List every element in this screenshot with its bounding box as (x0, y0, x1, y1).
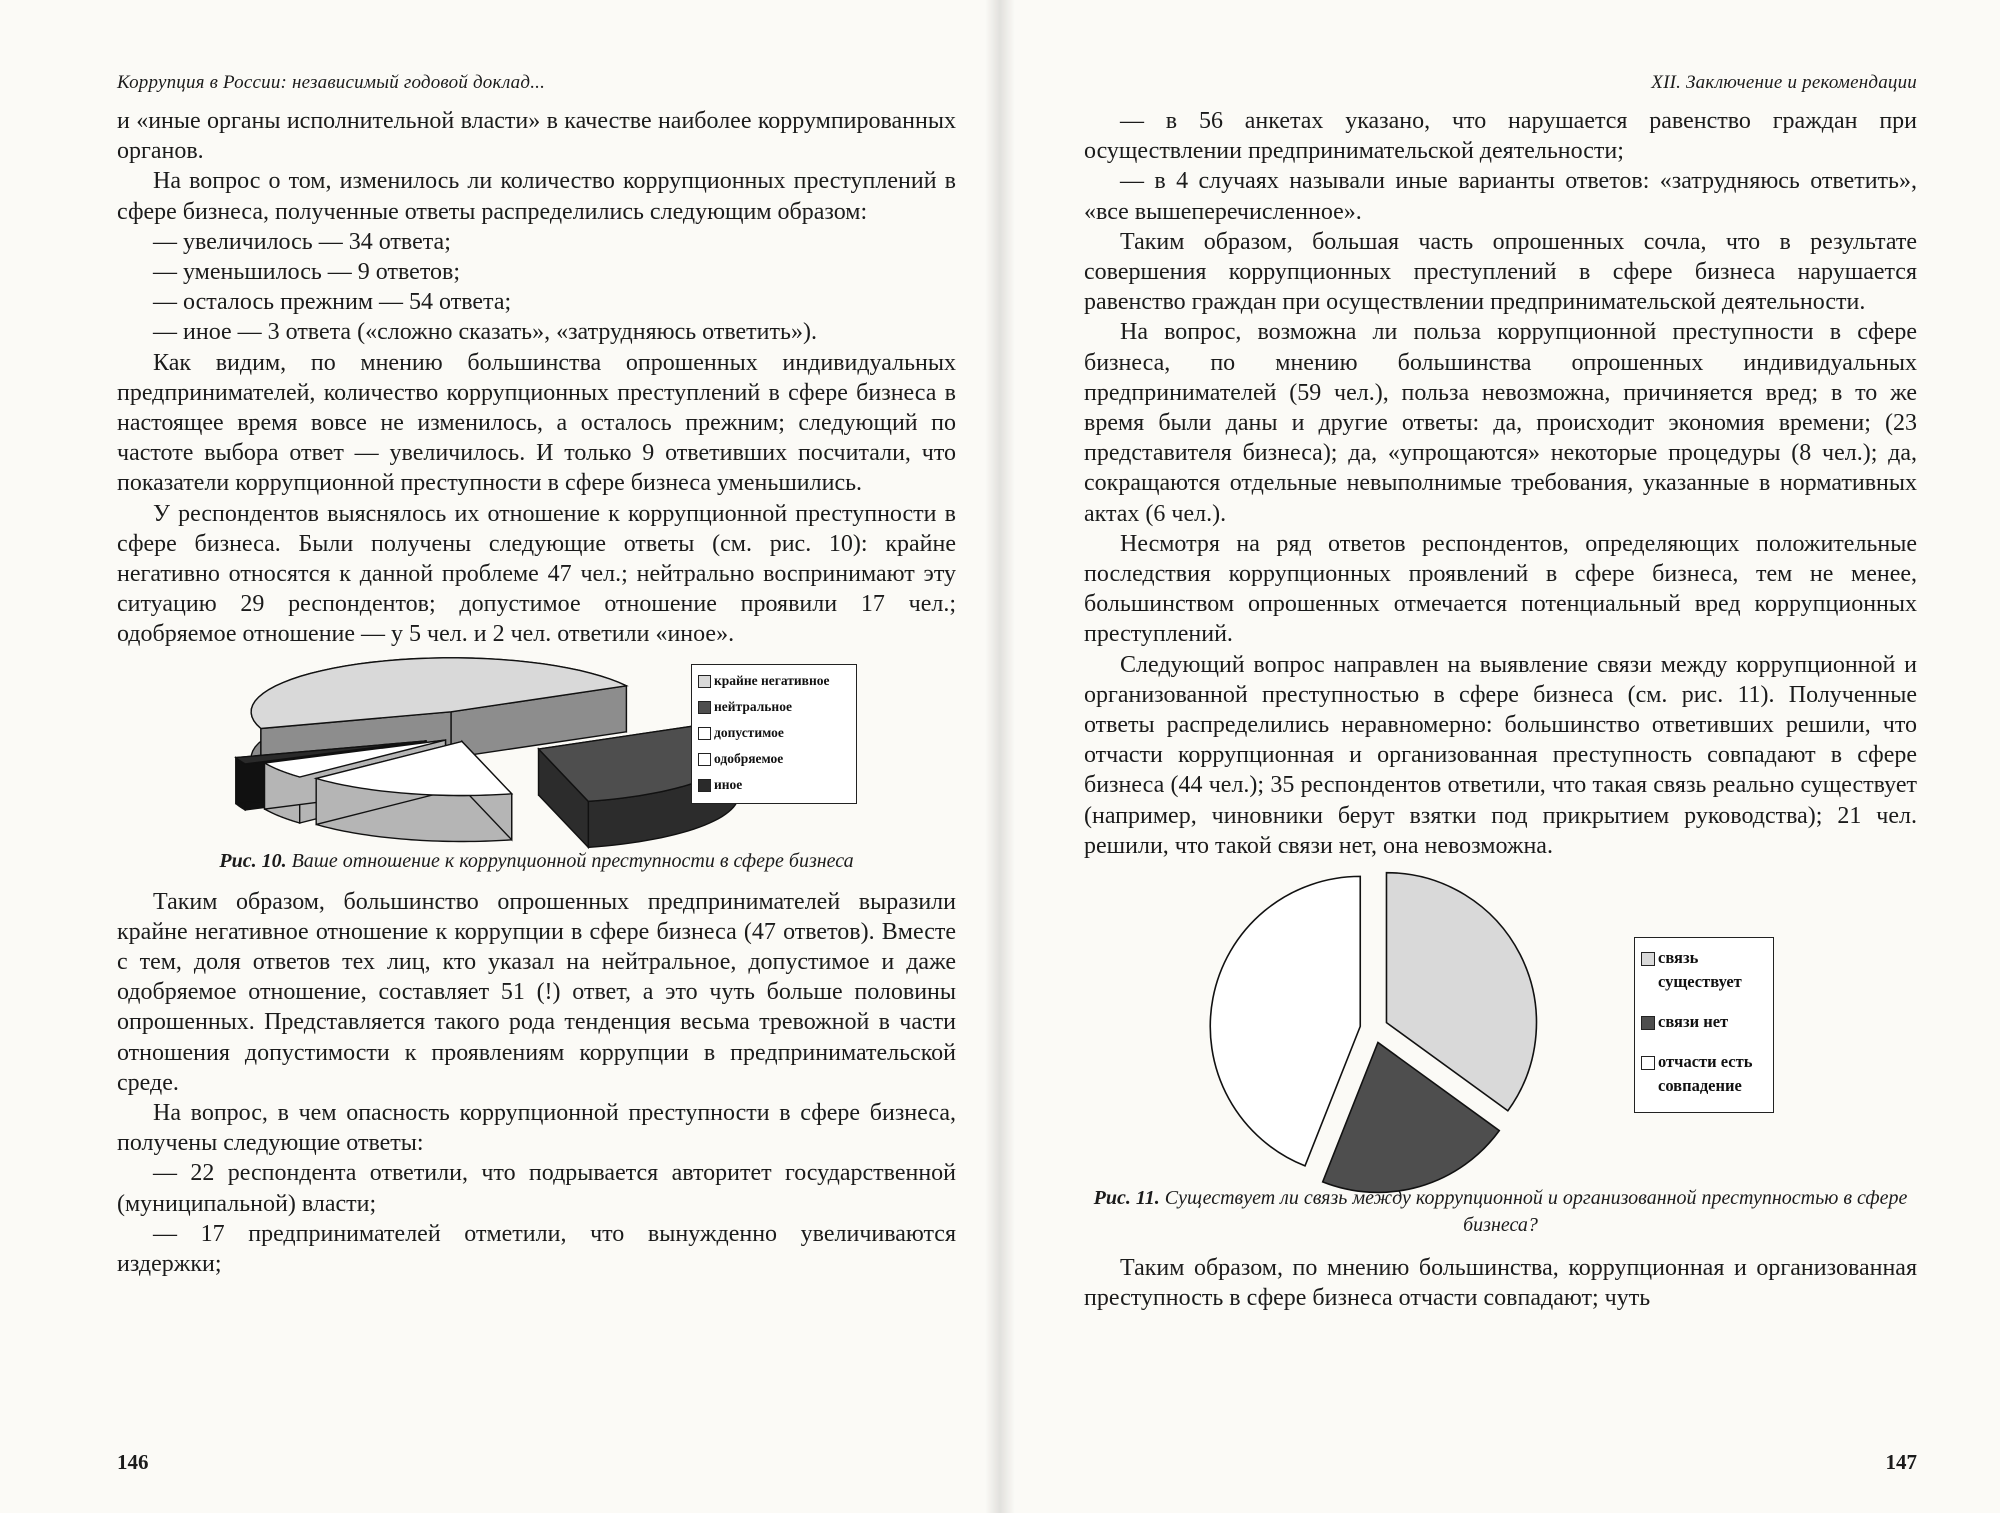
legend-swatch (698, 701, 711, 714)
figure-11 (1084, 861, 1917, 1179)
figure-10-caption-label: Рис. 10. (219, 849, 287, 872)
right-page (1000, 0, 2000, 1513)
right-text-block-1 (1084, 106, 1917, 861)
legend-swatch (1641, 1056, 1655, 1070)
legend-label: крайне негативное (714, 672, 830, 688)
right-text-block-2 (1084, 1253, 1917, 1313)
figure-10 (117, 650, 956, 846)
page-number-right: 147 (1885, 1450, 1917, 1474)
paragraph: Таким образом, большинство опрошенных предпринимателей выразили крайне негативное отношение к коррупции в сфере бизнеса (47 ответов). Вместе с тем, доля ответов тех лиц, кто указал на нейтральное, допустимое и даже одобряемое отношение, составляет 51 (!) ответ, а это чуть больше половины опрошенных. Представляется такого рода тенденция весьма тревожной в части отношения допустимости к проявлениям коррупции в предпринимательской среде. (117, 888, 956, 1096)
legend-item (698, 696, 856, 717)
legend-item (698, 774, 856, 795)
paragraph: — в 56 анкетах указано, что нарушается равенство граждан при осуществлении предпринимательской деятельности; (1084, 108, 1917, 165)
legend-swatch (698, 727, 711, 740)
paragraph: Таким образом, большая часть опрошенных сочла, что в результате совершения коррупционных преступлений в сфере бизнеса нарушается равенство граждан при осуществлении предпринимательской деятельности. (1084, 228, 1917, 316)
figure-11-caption-text: Существует ли связь между коррупционной и организованной преступностью в сфере бизнеса? (1164, 1187, 1908, 1237)
paragraph: Таким образом, по мнению большинства, коррупционная и организованная преступность в сфере бизнеса отчасти совпадают; чуть (1084, 1255, 1917, 1312)
paragraph: — в 4 случаях называли иные варианты ответов: «затрудняюсь ответить», «все вышеперечисленное». (1084, 168, 1917, 225)
legend-item (698, 722, 856, 743)
figure-11-caption (1084, 1185, 1917, 1239)
paragraph: Следующий вопрос направлен на выявление связи между коррупционной и организованной преступностью в сфере бизнеса (см. рис. 11). Полученные ответы распределились неравномерно: большинство ответивших решили, что отчасти коррупционная и организованная преступность совпадают в сфере бизнеса (44 чел.); 35 респондентов ответили, что такая связь реально существует (например, чиновники берут взятки под прикрытием руководства); 21 чел. решили, что такой связи нет, она невозможна. (1084, 651, 1917, 859)
legend-label: допустимое (714, 724, 784, 740)
legend-label: одобряемое (714, 750, 784, 766)
legend-swatch (698, 779, 711, 792)
paragraph: — увеличилось — 34 ответа; (153, 228, 451, 255)
legend-item (1641, 1010, 1769, 1034)
legend-label: нейтральное (714, 698, 792, 714)
legend-swatch (1641, 1016, 1655, 1030)
legend-item (1641, 946, 1769, 994)
legend-label: отчасти есть совпадение (1658, 1052, 1753, 1096)
binding-gutter (985, 0, 1015, 1513)
paragraph: — 17 предпринимателей отметили, что вынужденно увеличиваются издержки; (117, 1220, 956, 1278)
running-head-right: XII. Заключение и рекомендации (1651, 72, 1917, 93)
paragraph: На вопрос, возможна ли польза коррупционной преступности в сфере бизнеса, по мнению большинства опрошенных индивидуальных предпринимателей (59 чел.), польза невозможна, причиняется вред; в то же время были даны и другие ответы: да, происходит экономия времени; (23 представителя бизнеса); да, «упрощаются» некоторые процедуры (8 чел.); да, сокращаются отдельные невыполнимые требования, указанные в нормативных актах (6 чел.). (1084, 319, 1917, 527)
legend-item (1641, 1050, 1769, 1098)
paragraph: На вопрос о том, изменилось ли количество коррупционных преступлений в сфере бизнеса, полученные ответы распределились следующим образом: (117, 168, 956, 225)
paragraph: и «иные органы исполнительной власти» в качестве наиболее коррумпированных органов. (117, 108, 956, 165)
legend-item (698, 748, 856, 769)
legend-item (698, 670, 856, 691)
paragraph: — 22 респондента ответили, что подрывается авторитет государственной (муниципальной) власти; (117, 1160, 956, 1217)
left-text-block-1 (117, 106, 956, 650)
legend-label: иное (714, 776, 743, 792)
chart-11-pie (1214, 861, 1544, 1179)
paragraph: На вопрос, в чем опасность коррупционной преступности в сфере бизнеса, получены следующие ответы: (117, 1100, 956, 1157)
left-text-block-2 (117, 887, 956, 1280)
paragraph: Как видим, по мнению большинства опрошенных индивидуальных предпринимателей, количество коррупционных преступлений в сфере бизнеса в настоящее время вовсе не изменилось, а осталось прежним; следующий по частоте выбора ответ — увеличилось. И только 9 ответивших посчитали, что показатели коррупционной преступности в сфере бизнеса уменьшились. (117, 349, 956, 497)
page-number-left: 146 (117, 1450, 149, 1474)
pie-slice (1210, 876, 1360, 1165)
paragraph: Несмотря на ряд ответов респондентов, определяющих положительные последствия коррупционных проявлений в сфере бизнеса, тем не менее, большинством опрошенных отмечается потенциальный вред коррупционных преступлений. (1084, 530, 1917, 648)
legend-swatch (698, 753, 711, 766)
legend-label: связи нет (1658, 1012, 1729, 1032)
paragraph: — иное — 3 ответа («сложно сказать», «затрудняюсь ответить»). (153, 319, 817, 346)
figure-11-caption-label: Рис. 11. (1093, 1187, 1160, 1210)
legend-swatch (1641, 952, 1655, 966)
paragraph: — уменьшилось — 9 ответов; (153, 259, 460, 286)
running-head-left: Коррупция в России: независимый годовой доклад... (117, 72, 546, 93)
paragraph: У респондентов выяснялось их отношение к коррупционной преступности в сфере бизнеса. Были получены следующие ответы (см. рис. 10): крайне негативно относятся к данной проблеме 47 чел.; нейтрально воспринимают эту ситуацию 29 респондентов; допустимое отношение проявили 17 чел.; одобряемое отношение — у 5 чел. и 2 чел. ответили «иное». (117, 500, 956, 648)
paragraph: — осталось прежним — 54 ответа; (153, 289, 512, 316)
legend-swatch (698, 675, 711, 688)
chart-10-legend (691, 664, 857, 804)
legend-label: связь существует (1658, 948, 1742, 992)
chart-11-legend (1634, 937, 1774, 1113)
figure-10-caption (117, 848, 956, 875)
figure-10-caption-text: Ваше отношение к коррупционной преступности в сфере бизнеса (291, 849, 854, 872)
